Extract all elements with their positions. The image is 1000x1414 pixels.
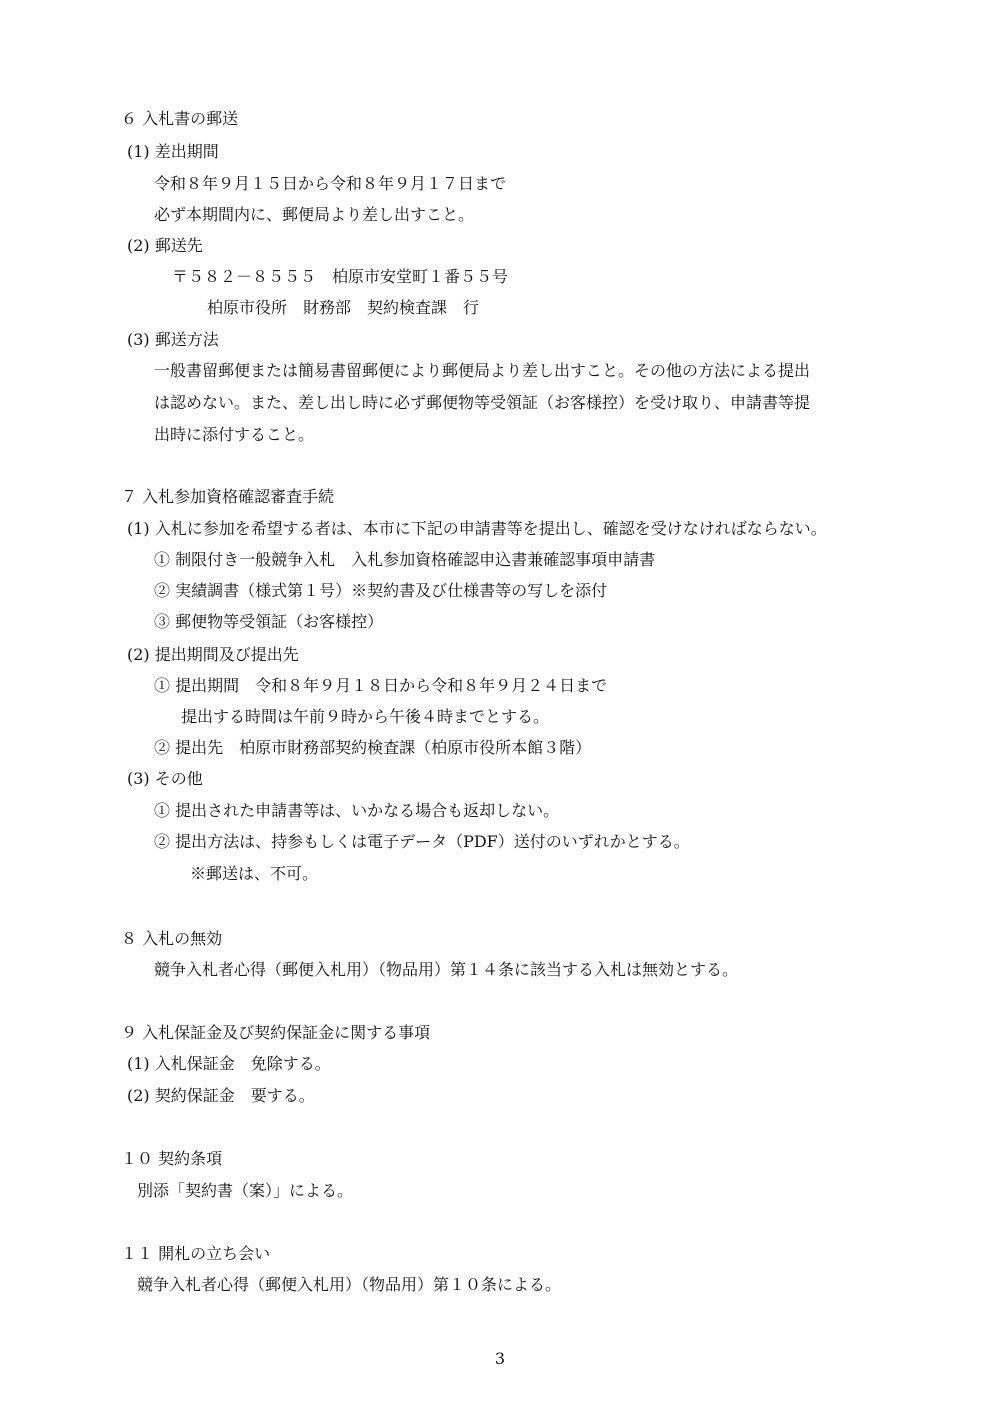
- s6-submission-note: 必ず本期間内に、郵便局より差し出すこと。: [154, 205, 475, 224]
- s7-item-3-label: (3) その他: [127, 769, 203, 788]
- s7-item-1-child-2: ② 実績調書（様式第１号）※契約書及び仕様書等の写しを添付: [154, 581, 608, 600]
- s7-item-1-child-3: ③ 郵便物等受領証（お客様控）: [154, 612, 384, 631]
- s6-submission-period: 令和８年９月１５日から令和８年９月１７日まで: [154, 174, 507, 193]
- s7-item-3-child-1: ① 提出された申請書等は、いかなる場合も返却しない。: [154, 801, 560, 820]
- section-7-heading: ７ 入札参加資格確認審査手続: [121, 487, 335, 506]
- s6-item-1-label: (1) 差出期間: [127, 142, 219, 161]
- s9-item-1: (1) 入札保証金 免除する。: [127, 1054, 331, 1073]
- s6-item-3-label: (3) 郵送方法: [127, 330, 219, 349]
- s7-item-3-child-2: ② 提出方法は、持参もしくは電子データ（PDF）送付のいずれかとする。: [154, 832, 690, 851]
- section-10-heading: １０ 契約条項: [121, 1149, 223, 1168]
- s9-item-2: (2) 契約保証金 要する。: [127, 1086, 315, 1105]
- s7-item-2-child-2: ② 提出先 柏原市財務部契約検査課（柏原市役所本館３階）: [154, 738, 592, 757]
- s6-method-line-2: は認めない。また、差し出し時に必ず郵便物等受領証（お客様控）を受け取り、申請書等提: [154, 393, 811, 412]
- s10-text: 別添「契約書（案）」による。: [137, 1181, 354, 1200]
- s7-item-1-text: (1) 入札に参加を希望する者は、本市に下記の申請書等を提出し、確認を受けなければならない。: [127, 519, 827, 538]
- s6-method-line-3: 出時に添付すること。: [154, 425, 315, 444]
- page-number: 3: [494, 1349, 506, 1368]
- s7-item-1-child-1: ① 制限付き一般競争入札 入札参加資格確認申込書兼確認事項申請書: [154, 550, 656, 569]
- section-9-heading: ９ 入札保証金及び契約保証金に関する事項: [121, 1023, 431, 1042]
- s11-text: 競争入札者心得（郵便入札用）（物品用）第１０条による。: [137, 1275, 562, 1294]
- s6-mailing-recipient: 柏原市役所 財務部 契約検査課 行: [207, 298, 480, 317]
- s6-item-2-label: (2) 郵送先: [127, 236, 203, 255]
- s8-text: 競争入札者心得（郵便入札用）（物品用）第１４条に該当する入札は無効とする。: [154, 960, 739, 979]
- s7-item-2-child-1: ① 提出期間 令和８年９月１８日から令和８年９月２４日まで: [154, 676, 608, 695]
- section-6-heading: ６ 入札書の郵送: [121, 109, 239, 128]
- s6-method-line-1: 一般書留郵便または簡易書留郵便により郵便局より差し出すこと。その他の方法による提出: [154, 361, 811, 380]
- section-8-heading: ８ 入札の無効: [121, 929, 223, 948]
- s7-item-2-child-1-note: 提出する時間は午前９時から午後４時までとする。: [181, 707, 550, 726]
- s7-item-2-label: (2) 提出期間及び提出先: [127, 645, 299, 664]
- section-11-heading: １１ 開札の立ち会い: [121, 1244, 271, 1263]
- s7-item-3-child-2-note: ※郵送は、不可。: [190, 864, 319, 883]
- s6-mailing-address: 〒５８２－８５５５ 柏原市安堂町１番５５号: [172, 267, 509, 286]
